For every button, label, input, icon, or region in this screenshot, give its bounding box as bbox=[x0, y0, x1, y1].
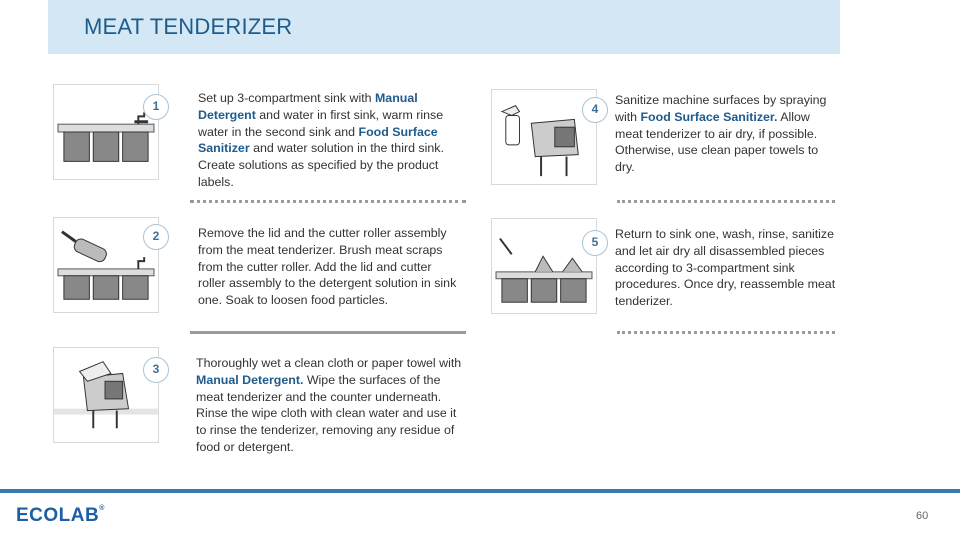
step-text-part: Wipe the surfaces of the meat tenderizer and the counter underneath. Rinse the wipe cloth with clean water and use it to rinse the tenderizer, removing any residue of food or detergent. bbox=[196, 372, 457, 454]
step-5-text bbox=[615, 226, 837, 310]
step-3-illustration-wipe bbox=[53, 347, 159, 443]
step-4-badge: 4 bbox=[582, 97, 608, 123]
step-1-illustration-sink bbox=[53, 84, 159, 180]
footer-line bbox=[0, 489, 960, 493]
step-2-text bbox=[198, 225, 462, 309]
step-4-illustration-spray bbox=[491, 89, 597, 185]
step-5-illustration-sink-parts bbox=[491, 218, 597, 314]
step-1-text bbox=[198, 90, 460, 191]
page-title: MEAT TENDERIZER bbox=[84, 14, 293, 39]
step-text-part: and water solution in the third sink. Create solutions as specified by the product labels. bbox=[198, 141, 444, 189]
step-5-badge: 5 bbox=[582, 230, 608, 256]
step-text-part: and water in first sink, warm rinse water in the second sink and bbox=[198, 107, 444, 139]
step-text-part: Remove the lid and the cutter roller assembly from the meat tenderizer. Brush meat scraps from the cutter roller. Add the lid and cutter roller assembly to the detergent solution in sink one. Soak to loosen food particles. bbox=[198, 226, 457, 308]
product-name: Manual Detergent. bbox=[196, 372, 304, 387]
logo-registered-mark: ® bbox=[99, 505, 105, 512]
wipe-cloth-icon bbox=[54, 348, 158, 442]
product-name: Manual Detergent bbox=[198, 91, 418, 122]
step-text-part: Return to sink one, wash, rinse, sanitize and let air dry all disassembled pieces according to 3-compartment sink procedures. Once dry, reassemble meat tenderizer. bbox=[615, 227, 836, 309]
sink-parts-icon bbox=[492, 219, 596, 313]
step-text-part: Allow meat tenderizer to air dry, if possible. Otherwise, use clean paper towels to dry. bbox=[615, 109, 819, 175]
divider bbox=[617, 331, 835, 334]
step-2-badge: 2 bbox=[143, 224, 169, 250]
page-number: 60 bbox=[916, 510, 929, 522]
product-name: Food Surface Sanitizer bbox=[198, 124, 438, 156]
step-text-part: Sanitize machine surfaces by spraying with bbox=[615, 93, 827, 124]
brush-roller-icon bbox=[54, 218, 158, 312]
step-4-text bbox=[615, 92, 837, 176]
step-1-badge: 1 bbox=[143, 94, 169, 120]
divider bbox=[190, 331, 466, 334]
ecolab-logo bbox=[16, 505, 105, 527]
step-3-text bbox=[196, 355, 468, 456]
spray-bottle-icon bbox=[492, 90, 596, 184]
step-3-badge: 3 bbox=[143, 357, 169, 383]
logo-text: ECOLAB bbox=[16, 505, 100, 526]
divider bbox=[190, 200, 466, 203]
product-name: Food Surface Sanitizer. bbox=[640, 109, 778, 124]
sink-icon bbox=[54, 85, 158, 179]
step-text-part: Thoroughly wet a clean cloth or paper towel with bbox=[196, 356, 462, 370]
step-text-part: Set up 3-compartment sink with bbox=[198, 91, 375, 105]
divider bbox=[617, 200, 835, 203]
